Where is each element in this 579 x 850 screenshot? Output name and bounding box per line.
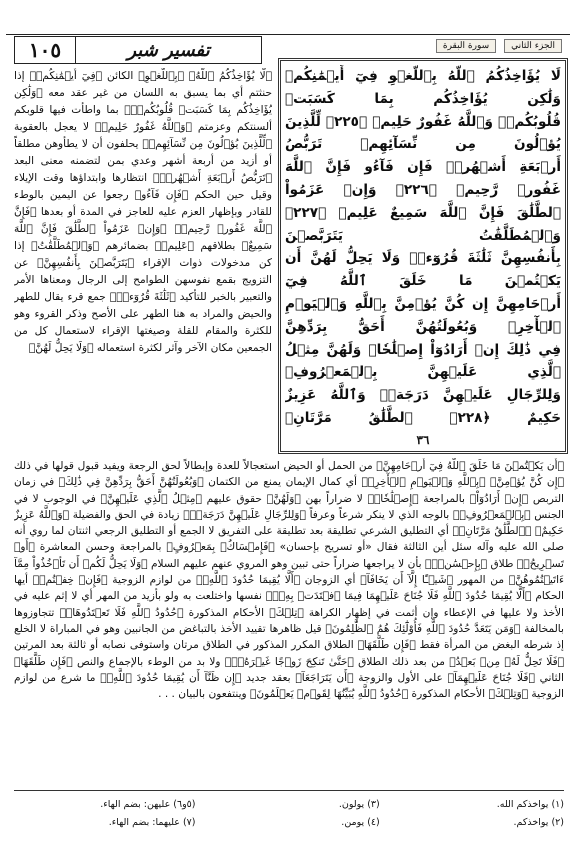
quran-line: قُلُوبُكُمۡۗ وَٱللَّهُ غَفُورٌ حَلِيمٞ ﴿٢٢٥﴾ لِّلَّذِينَ يُؤۡلُونَ مِن نِّسَآئِهِمۡ تَرَبُّصُ [285, 113, 561, 153]
page-number: ١٠٥ [15, 37, 76, 63]
footnote-rule [14, 790, 564, 791]
footnote: (١) يواخذكم الله. [496, 799, 564, 810]
tafsir-column: ﴿لَّا يُؤَاخِذُكُمُ ٱللَّهُ﴾ ﴿بِٱللَّغۡوِ﴾ الكائن ﴿فِيٓ أَيۡمَٰنِكُمۡ﴾ إذا حنثتم أي بما يسبق به اللسان من غير عقد معه ﴿وَلَٰكِن يُؤَاخِذُكُم بِمَا كَسَبَتۡ قُلُوبُكُمۡۗ﴾ بما واطأت فيها قلوبكم ألسنتكم وعزمتم ﴿وَٱللَّهُ غَفُورٌ حَلِيمٞ﴾ لا يعجل بالعقوبة ﴿لِّلَّذِينَ يُؤۡلُونَ مِن نِّسَآئِهِمۡ﴾ يحلفون أن لا يطأوهن مطلقاً أو أزيد من أربعة أشهر وعدي بمن لتضمنه معنى البعد ﴿تَرَبُّصُ أَرۡبَعَةِ أَشۡهُرٖۖ﴾ انتظارها وابتداؤها وقت الإيلاء وقيل حين الحكم ﴿فَإِن فَآءُو﴾ رجعوا عن اليمين بالوطء للقادر وبإظهار العزم عليه للعاجز في المدة أو بعدها ﴿فَإِنَّ ٱللَّهَ غَفُورٞ رَّحِيمٞ﴾ ﴿وَإِنۡ عَزَمُواْ ٱلطَّلَٰقَ فَإِنَّ ٱللَّهَ سَمِيعٌ﴾ بطلاقهم ﴿عَلِيمٞ﴾ بضمائرهم ﴿وَٱلۡمُطَلَّقَٰتُ﴾ إذا كن مدخولات ذوات الإقراء ﴿يَتَرَبَّصۡنَ بِأَنفُسِهِنَّ﴾ عن التزويج بقمع نفوسهن الطوامح إلى الرجال ومعناها الأمر والتعبير بالخبر للتأكيد ﴿ثَلَٰثَةَ قُرُوٓءٖۚ﴾ جمع قرء يقال للطهر والحيض والمراد به هنا الطهر على الأصح وذكر القروء وهو للكثرة والمقام للقلة وصيغتها الإقراء لاستعمال كل من الجمعين مكان الآخر وآثر لكثرة استعماله ﴿وَلَا يَحِلُّ لَهُنَّ﴾ [14, 70, 272, 354]
footnote: (٤) يومن. [341, 817, 380, 828]
tafsir-title: تفسير شبر [127, 39, 210, 61]
mushaf-page-number: ٣٦ [416, 433, 430, 447]
quran-line: أَرۡحَامِهِنَّ إِن كُنَّ يُؤۡمِنَّ بِٱللَّهِ وَٱلۡيَوۡمِ ٱلۡأٓخِرِۚ وَبُعُولَتُهُنَّ أَحَقُّ بِرَدِّهِنَّ [285, 295, 561, 335]
quran-text [285, 65, 561, 429]
footnote: (٥و٦) عليهن: بضم الهاء. [100, 799, 196, 810]
quran-line: لَا يُؤَاخِذُكُمُ ٱللَّهُ بِٱللَّغۡوِ فِيٓ أَيۡمَٰنِكُمۡ وَلَٰكِن يُؤَاخِذُكُم بِمَا كَسَبَتۡ [285, 68, 561, 107]
mushaf-header [290, 37, 562, 55]
mushaf-frame [278, 58, 568, 454]
tafsir-body: ﴿أَن يَكۡتُمۡنَ مَا خَلَقَ ٱللَّهُ فِيٓ أَرۡحَامِهِنَّ﴾ من الحمل أو الحيض استعجالاً للعدة وإبطالاً لحق الرجعة ويفيد قبول قولها في ذلك ﴿إِن كُنَّ يُؤۡمِنَّ﴾ ﴿بِٱللَّهِ وَٱلۡيَوۡمِ ٱلۡأٓخِرِۚ﴾ أي كمال الإيمان يمنع من الكتمان ﴿وَبُعُولَتُهُنَّ أَحَقُّ بِرَدِّهِنَّ فِي ذَٰلِكَ﴾ في زمان التربص ﴿إِنۡ أَرَادُوٓاْ﴾ بالمراجعة ﴿إِصۡلَٰحٗاۚ﴾ لا ضراراً بهن ﴿وَلَهُنَّ﴾ حقوق عليهم ﴿مِثۡلُ ٱلَّذِي عَلَيۡهِنَّ﴾ في الوجوب لا في الجنس ﴿بِٱلۡمَعۡرُوفِۚ﴾ بالوجه الذي لا ينكر شرعاً وعرفاً ﴿وَلِلرِّجَالِ عَلَيۡهِنَّ دَرَجَةٞۗ﴾ زيادة في الحق والفضيلة ﴿وَٱللَّهُ عَزِيزٌ حَكِيمٌ﴾ ﴿ٱلطَّلَٰقُ مَرَّتَانِۖ﴾ أي التطليق الشرعي تطليقة بعد تطليقة على التفريق لا الجمع أو التطليق الرجعي اثنتان لما روي أنه صلى الله عليه وآله سئل أين الثالثة فقال «أو تسريح بإحسان» ﴿فَإِمۡسَاكُۢ بِمَعۡرُوفٍ﴾ بالمراجعة وحسن المعاشرة ﴿أَوۡ تَسۡرِيحُۢ﴾ طلاق ﴿بِإِحۡسَٰنٖۗ﴾ بأن لا يراجعها ضراراً حتى تبين وهو المروي عنهم عليهم السلام ﴿وَلَا يَحِلُّ لَكُمۡ أَن تَأۡخُذُواْ مِمَّآ ءَاتَيۡتُمُوهُنَّ﴾ من المهور ﴿شَيۡـًٔا إِلَّآ أَن يَخَافَآ﴾ أي الزوجان ﴿أَلَّا يُقِيمَا حُدُودَ ٱللَّهِۖ﴾ من لوازم الزوجية ﴿فَإِنۡ خِفۡتُمۡ﴾ أيها الحكام ﴿أَلَّا يُقِيمَا حُدُودَ ٱللَّهِ فَلَا جُنَاحَ عَلَيۡهِمَا فِيمَا ٱفۡتَدَتۡ بِهِۦۗ﴾ نفسها واختلعت به ولو بأزيد من المهر أي لا إثم عليه في الأخذ ولا عليها في الإعطاء وإن أثمت في إظهار الكراهة ﴿تِلۡكَ﴾ الأحكام المذكورة ﴿حُدُودُ ٱللَّهِ فَلَا تَعۡتَدُوهَاۚ﴾ تتجاوزوها بالمخالفة ﴿وَمَن يَتَعَدَّ حُدُودَ ٱللَّهِ فَأُوْلَٰٓئِكَ هُمُ ٱلظَّٰلِمُونَ﴾ قيل ظاهرها تقييد الأخذ بالتباغض من الجانبين وهو في المباراة لا الخلع إذ شرطه البغض من المرأة فقط ﴿فَإِن طَلَّقَهَا﴾ الطلاق المكرر المذكور في الطلاق مرتان واستوفى نصابه أو ثالثة بعد المرتين ﴿فَلَا تَحِلُّ لَهُۥ مِنۢ بَعۡدُ﴾ من بعد ذلك الطلاق ﴿حَتَّىٰ تَنكِحَ زَوۡجًا غَيۡرَهُۥۗ﴾ ولا بد من الوطء بالإجماع والنص ﴿فَإِن طَلَّقَهَا﴾ الثاني ﴿فَلَا جُنَاحَ عَلَيۡهِمَآ﴾ على الأول والزوجة ﴿أَن يَتَرَاجَعَآ﴾ بعقد جديد ﴿إِن ظَنَّآ أَن يُقِيمَا حُدُودَ ٱللَّهِۗ﴾ ما شرع من لوازم الزوجية ﴿وَتِلۡكَ﴾ الأحكام المذكورة ﴿حُدُودُ ٱللَّهِ يُبَيِّنُهَا لِقَوۡمٖ يَعۡلَمُونَ﴾ وينتفعون بالبيان . . . [14, 460, 564, 701]
footnote: (٣) يولون. [338, 799, 380, 810]
footnote-row [14, 814, 564, 832]
quran-line: فِي ذَٰلِكَ إِنۡ أَرَادُوٓاْ إِصۡلَٰحٗاۚ وَلَهُنَّ مِثۡلُ ٱلَّذِي عَلَيۡهِنَّ بِٱلۡمَعۡرُوفِۚ [285, 341, 561, 381]
footnotes [14, 796, 564, 840]
footnote: (٧) عليهما: بضم الهاء. [108, 817, 196, 828]
page-header [14, 36, 262, 64]
quran-line: ٱلطَّلَٰقَ فَإِنَّ ٱللَّهَ سَمِيعٌ عَلِيمٞ ﴿٢٢٧﴾ وَٱلۡمُطَلَّقَٰتُ يَتَرَبَّصۡنَ [285, 204, 561, 244]
footnote: (٢) يواخذكم. [513, 817, 564, 828]
quran-line: أَرۡبَعَةِ أَشۡهُرٖۖ فَإِن فَآءُو فَإِنَّ ٱللَّهَ غَفُورٞ رَّحِيمٞ ﴿٢٢٦﴾ وَإِنۡ عَزَمُواْ [285, 159, 561, 198]
header-rule [6, 34, 570, 35]
quran-line: بِأَنفُسِهِنَّ ثَلَٰثَةَ قُرُوٓءٖۚ وَلَا يَحِلُّ لَهُنَّ أَن يَكۡتُمۡنَ مَا خَلَقَ ٱللَّهُ فِيٓ [285, 250, 561, 290]
juz-label: الجزء الثاني [504, 39, 562, 53]
footnote-row [14, 796, 564, 814]
quran-line: وَلِلرِّجَالِ عَلَيۡهِنَّ دَرَجَةٞۗ وَٱللَّهُ عَزِيزٌ حَكِيمٌ ﴿٢٢٨﴾ ٱلطَّلَٰقُ مَرَّتَانِۖ [285, 387, 561, 426]
surah-label: سورة البقرة [436, 39, 496, 53]
